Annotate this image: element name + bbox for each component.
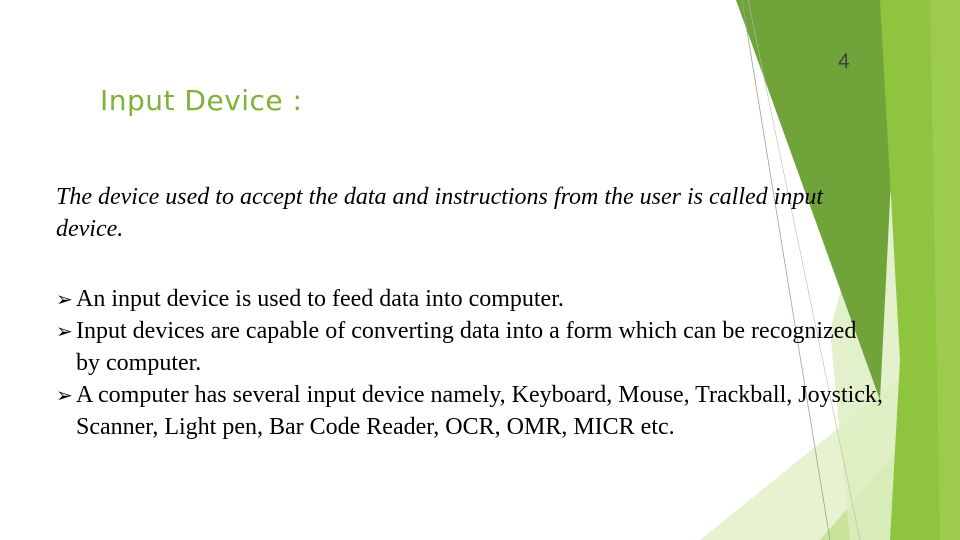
bullet-list: [56, 283, 886, 443]
bullet-item: [56, 315, 886, 379]
bullet-text: A computer has several input device namely, Keyboard, Mouse, Trackball, Joystick, Scanner, Light pen, Bar Code Reader, OCR, OMR, MICR etc.: [76, 382, 883, 440]
arrow-bullet-icon: ➢: [56, 383, 73, 407]
slide-number: 4: [838, 50, 850, 73]
bullet-text: An input device is used to feed data into computer.: [76, 286, 564, 312]
bullet-item: [56, 379, 886, 443]
page-title: Input Device :: [100, 84, 303, 117]
arrow-bullet-icon: ➢: [56, 319, 73, 343]
intro-definition: The device used to accept the data and instructions from the user is called input device.: [56, 184, 823, 242]
arrow-bullet-icon: ➢: [56, 287, 73, 311]
bullet-item: [56, 283, 886, 315]
bullet-text: Input devices are capable of converting data into a form which can be recognized by computer.: [76, 318, 857, 376]
